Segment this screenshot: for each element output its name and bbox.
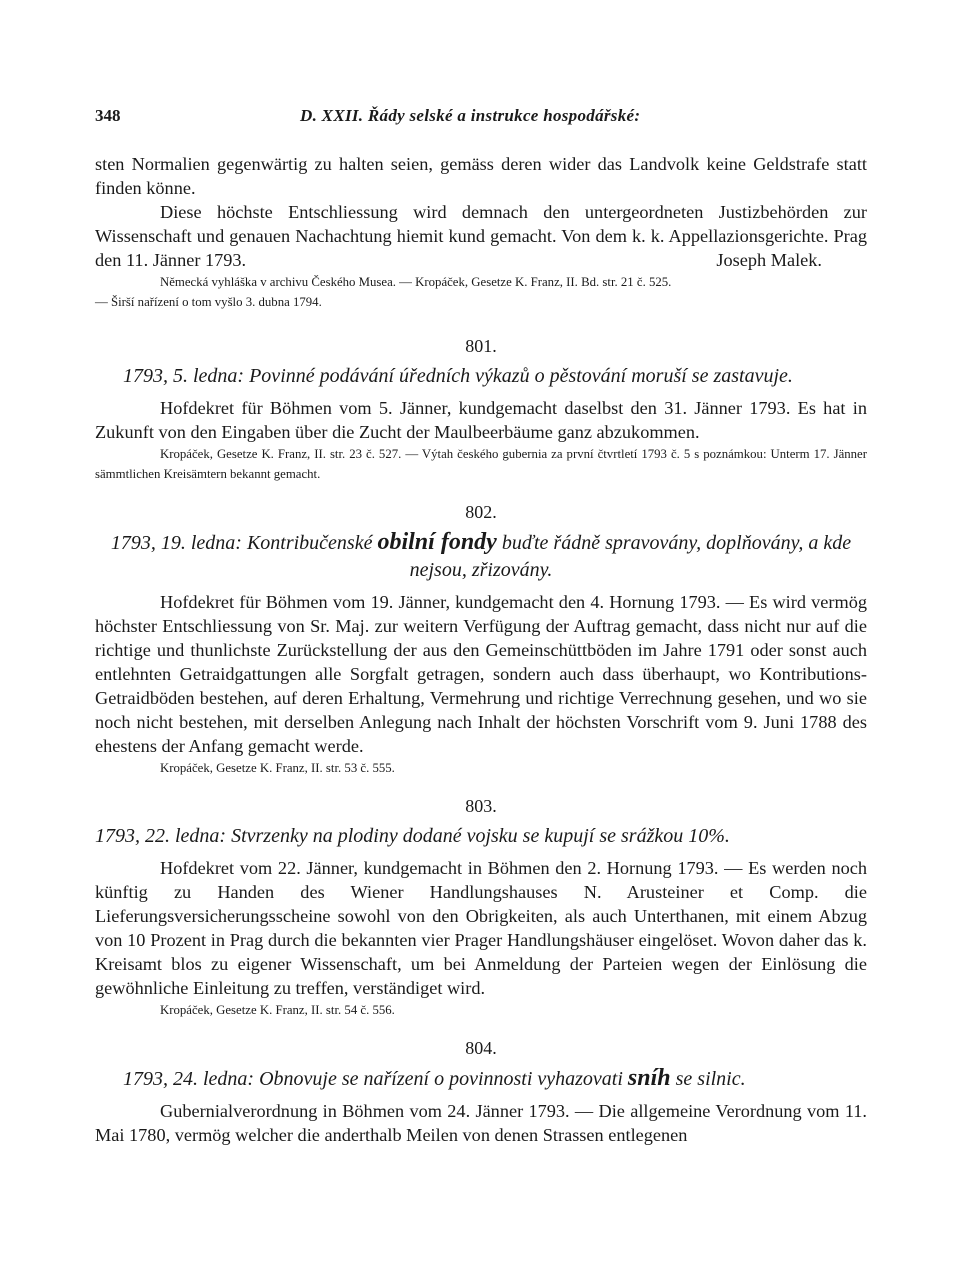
section-number: 804. (465, 1038, 497, 1058)
section-heading (95, 823, 867, 850)
document-page (95, 100, 867, 1147)
section-date: 1793, 19. ledna: (110, 532, 242, 554)
section-body: Hofdekret vom 22. Jänner, kundgemacht in Böhmen den 2. Hornung 1793. — Es werden noch künftig zu Handen des Wiener Handlungshauses N. Arusteiner et Comp. die Lieferungsversicherungsscheine sowohl von den Obrigkeiten, als auch Unterthanen, mit einem Abzug von 10 Prozent in Prag durch die bekannten vier Prager Handlungshäuser eingelöset. Wovon daher das k. Kreisamt blos zu eigener Wissenschaft, um bei Anmeldung der Parteien wegen der Einlösung die gewöhnliche Einleitung zu treffen, verständiget wird. (95, 858, 867, 998)
section-number: 803. (465, 796, 497, 816)
section-title: Povinné podávání úředních výkazů o pěstování moruší se zastavuje. (249, 365, 793, 387)
section-title-pre: Kontribučenské (246, 532, 373, 554)
intro-paragraph (95, 200, 867, 272)
section-date: 1793, 22. ledna: (95, 825, 227, 847)
section-title-post: se silnic. (675, 1068, 746, 1090)
section-title-post: buďte řádně spravovány, doplňovány, a kde nejsou, zřizovány. (409, 532, 852, 581)
section-number: 801. (465, 336, 497, 356)
section-heading (95, 1065, 867, 1093)
section-number: 802. (465, 502, 497, 522)
section-date: 1793, 5. ledna: (123, 365, 245, 387)
section-title: Stvrzenky na plodiny dodané vojsku se kupují se srážkou 10%. (231, 825, 730, 847)
section-note: Kropáček, Gesetze K. Franz, II. str. 23 č. 527. — Výtah českého gubernia za první čtvrtletí 1793 č. 5 s poznámkou: Unterm 17. Jänner sämmtlichen Kreisämtern bekannt gemacht. (95, 447, 867, 481)
signature: Joseph Malek. (716, 250, 822, 270)
section-note: Kropáček, Gesetze K. Franz, II. str. 53 č. 555. (160, 761, 395, 775)
section-title-emphasis: sníh (627, 1065, 671, 1091)
section-heading (95, 363, 867, 390)
section-heading (95, 529, 867, 584)
intro-paragraph-continued: sten Normalien gegenwärtig zu halten seien, gemäss deren wider das Landvolk keine Geldstrafe statt finden könne. (95, 154, 867, 198)
running-header (95, 100, 867, 130)
intro-note: Německá vyhláška v archivu Českého Musea. — Kropáček, Gesetze K. Franz, II. Bd. str. 21 č. 525. (160, 275, 672, 289)
intro-note-continued: — Širší nařízení o tom vyšlo 3. dubna 1794. (95, 295, 322, 309)
section-date: 1793, 24. ledna: (123, 1068, 255, 1090)
section-title-emphasis: obilní fondy (377, 529, 497, 555)
intro-paragraph-text: Diese höchste Entschliessung wird demnach den untergeordneten Justizbehörden zur Wissenschaft und genauen Nachachtung hiemit kund gemacht. Von dem k. k. Appellazionsgerichte. Prag den 11. Jänner 1793. (95, 202, 867, 270)
section-body: Hofdekret für Böhmen vom 19. Jänner, kundgemacht den 4. Hornung 1793. — Es wird vermög höchster Entschliessung von Sr. Maj. zur weitern Verfügung der Auftrag gemacht, dass nicht nur auf die richtige und thunlichste Zurückstellung der aus den Gemeinschüttböden im Jahre 1791 oder sonst auch entlehnten Getraidgattungen alle Sorgfalt getragen, sondern auch dass überhaupt, wo Kontributions-Getraidböden bestehen, auf deren Erhaltung, Vermehrung und richtige Verrechnung gesehen, und wo sie noch nicht bestehen, mit derselben Anlegung nach Inhalt der höchsten Vorschrift vom 9. Juni 1788 des ehestens der Anfang gemacht werde. (95, 592, 867, 756)
running-title: D. XXII. Řády selské a instrukce hospodářské: (300, 106, 641, 125)
section-title-pre: Obnovuje se nařízení o povinnosti vyhazovati (259, 1068, 623, 1090)
section-note: Kropáček, Gesetze K. Franz, II. str. 54 č. 556. (160, 1003, 395, 1017)
section-body: Hofdekret für Böhmen vom 5. Jänner, kundgemacht daselbst den 31. Jänner 1793. Es hat in Zukunft von den Eingaben über die Zucht der Maulbeerbäume ganz abzukommen. (95, 398, 867, 442)
section-body: Gubernialverordnung in Böhmen vom 24. Jänner 1793. — Die allgemeine Verordnung vom 11. Mai 1780, vermög welcher die anderthalb Meilen von denen Strassen entlegenen (95, 1101, 867, 1145)
page-number: 348 (95, 106, 121, 125)
